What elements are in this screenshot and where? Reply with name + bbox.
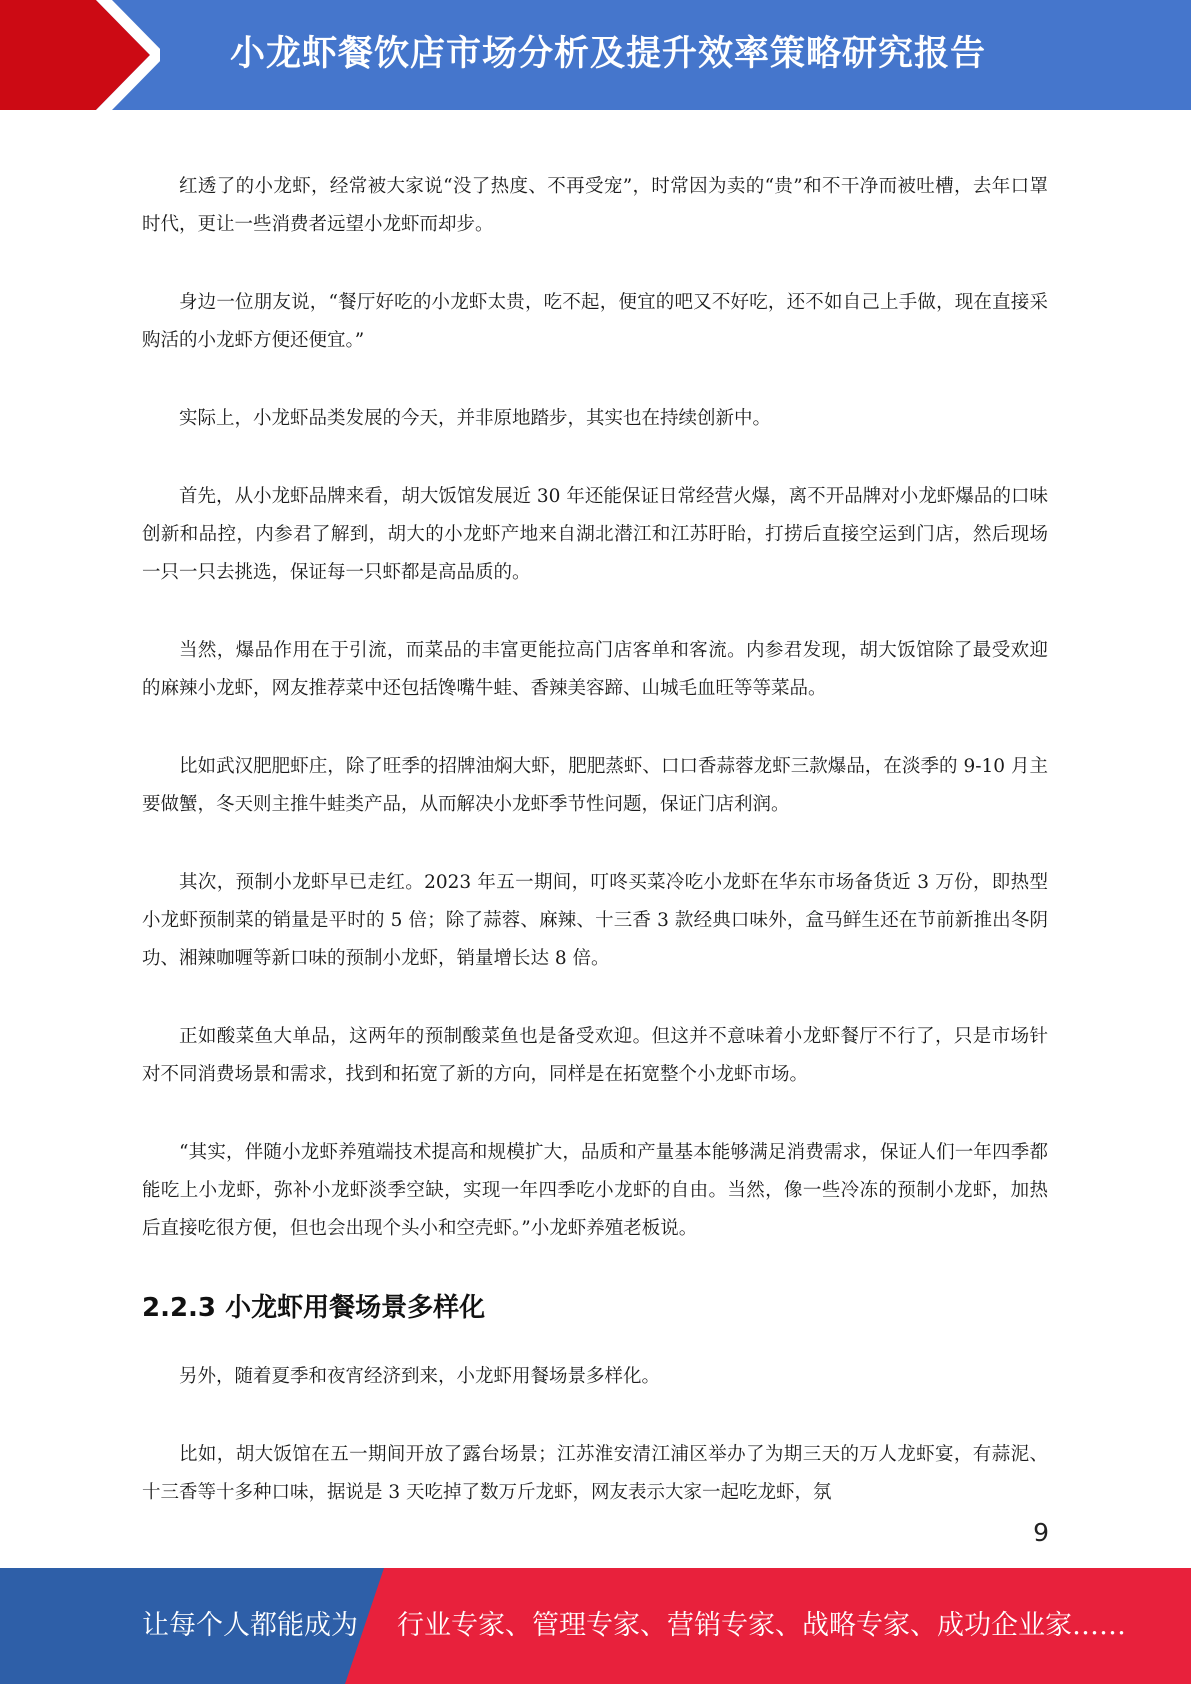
paragraph: 身边一位朋友说，“餐厅好吃的小龙虾太贵，吃不起，便宜的吧又不好吃，还不如自己上手做，现在直接采购活的小龙虾方便还便宜。” <box>142 292 1048 351</box>
paragraph: 比如武汉肥肥虾庄，除了旺季的招牌油焖大虾，肥肥蒸虾、口口香蒜蓉龙虾三款爆品，在淡季的 9-10 月主要做蟹，冬天则主推牛蛙类产品，从而解决小龙虾季节性问题，保证门店利润。 <box>142 756 1048 815</box>
paragraph: 红透了的小龙虾，经常被大家说“没了热度、不再受宠”，时常因为卖的“贵”和不干净而被吐槽，去年口罩时代，更让一些消费者远望小龙虾而却步。 <box>142 176 1048 235</box>
paragraph: 当然，爆品作用在于引流，而菜品的丰富更能拉高门店客单和客流。内参君发现，胡大饭馆除了最受欢迎的麻辣小龙虾，网友推荐菜中还包括馋嘴牛蛙、香辣美容蹄、山城毛血旺等等菜品。 <box>142 640 1048 699</box>
paragraph: 首先，从小龙虾品牌来看，胡大饭馆发展近 30 年还能保证日常经营火爆，离不开品牌对小龙虾爆品的口味创新和品控，内参君了解到，胡大的小龙虾产地来自湖北潜江和江苏盱眙，打捞后直接空运到门店，然后现场一只一只去挑选，保证每一只虾都是高品质的。 <box>142 486 1048 583</box>
header-arrow-accent <box>0 0 160 110</box>
paragraph: 其次，预制小龙虾早已走红。2023 年五一期间，叮咚买菜冷吃小龙虾在华东市场备货近 3 万份，即热型小龙虾预制菜的销量是平时的 5 倍；除了蒜蓉、麻辣、十三香 3 款经典口味外，盒马鲜生还在节前新推出冬阴功、湘辣咖喱等新口味的预制小龙虾，销量增长达 8 倍。 <box>142 872 1048 969</box>
page-header <box>0 0 1191 110</box>
footer-slogan-left: 让每个人都能成为 <box>142 1610 358 1641</box>
paragraph: 另外，随着夏季和夜宵经济到来，小龙虾用餐场景多样化。 <box>179 1366 661 1387</box>
paragraph: 比如，胡大饭馆在五一期间开放了露台场景；江苏淮安清江浦区举办了为期三天的万人龙虾宴，有蒜泥、十三香等十多种口味，据说是 3 天吃掉了数万斤龙虾，网友表示大家一起吃龙虾，氛 <box>142 1444 1048 1503</box>
section-heading: 2.2.3 小龙虾用餐场景多样化 <box>142 1293 486 1323</box>
document-body <box>142 168 1048 1552</box>
page-footer <box>0 1568 1191 1684</box>
page-number: 9 <box>1033 1518 1049 1547</box>
report-title: 小龙虾餐饮店市场分析及提升效率策略研究报告 <box>230 34 987 74</box>
paragraph: 实际上，小龙虾品类发展的今天，并非原地踏步，其实也在持续创新中。 <box>179 408 772 429</box>
paragraph: “其实，伴随小龙虾养殖端技术提高和规模扩大，品质和产量基本能够满足消费需求，保证人们一年四季都能吃上小龙虾，弥补小龙虾淡季空缺，实现一年四季吃小龙虾的自由。当然，像一些冷冻的预制小龙虾，加热后直接吃很方便，但也会出现个头小和空壳虾。”小龙虾养殖老板说。 <box>142 1142 1048 1239</box>
paragraph: 正如酸菜鱼大单品，这两年的预制酸菜鱼也是备受欢迎。但这并不意味着小龙虾餐厅不行了，只是市场针对不同消费场景和需求，找到和拓宽了新的方向，同样是在拓宽整个小龙虾市场。 <box>142 1026 1048 1085</box>
footer-slogan-right: 行业专家、管理专家、营销专家、战略专家、成功企业家…… <box>397 1610 1126 1641</box>
